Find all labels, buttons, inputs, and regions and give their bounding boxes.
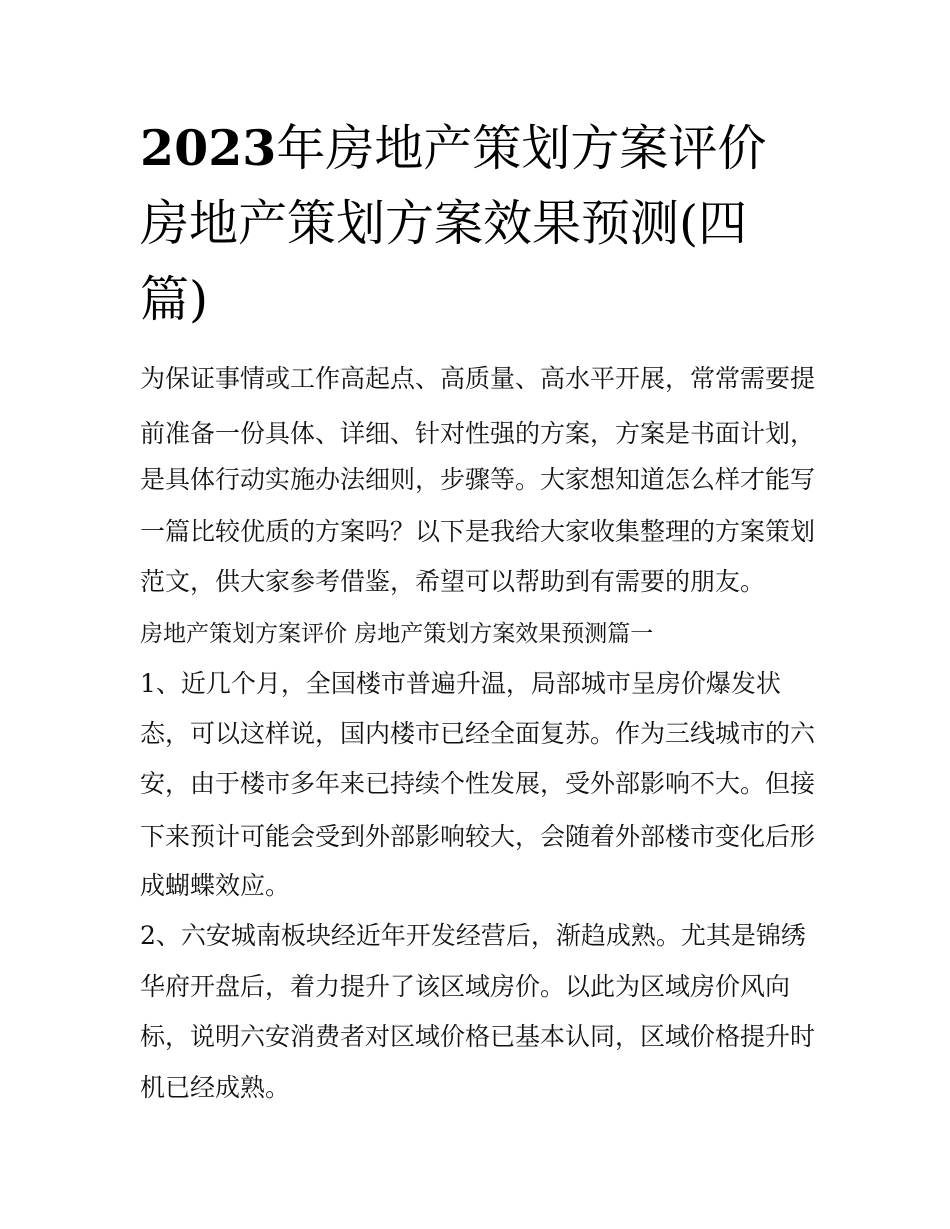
section-heading: 房地产策划方案评价 房地产策划方案效果预测篇一 — [140, 621, 654, 647]
point-2-line-4: 机已经成熟。 — [140, 1073, 291, 1102]
document-title-line-3: 篇) — [140, 271, 209, 328]
intro-line-3: 是具体行动实施办法细则，步骤等。大家想知道怎么样才能写 — [140, 465, 816, 494]
point-2-line-1: 2、六安城南板块经近年开发经营后，渐趋成熟。尤其是锦绣 — [140, 921, 806, 950]
intro-line-5: 范文，供大家参考借鉴，希望可以帮助到有需要的朋友。 — [140, 567, 766, 596]
point-2-line-3: 标，说明六安消费者对区域价格已基本认同，区域价格提升时 — [140, 1022, 816, 1051]
point-1-line-4: 下来预计可能会受到外部影响较大，会随着外部楼市变化后形 — [140, 822, 816, 851]
intro-line-1: 为保证事情或工作高起点、高质量、高水平开展，常常需要提 — [140, 364, 816, 393]
point-2-line-2: 华府开盘后，着力提升了该区域房价。以此为区域房价风向 — [140, 972, 791, 1001]
title-line-1-text: 年房地产策划方案评价 — [276, 120, 767, 177]
point-1-line-3: 安，由于楼市多年来已持续个性发展，受外部影响不大。但接 — [140, 769, 816, 798]
point-1-line-2: 态，可以这样说，国内楼市已经全面复苏。作为三线城市的六 — [140, 719, 816, 748]
document-title-line-1 — [140, 112, 820, 185]
point-1-line-5: 成蝴蝶效应。 — [140, 871, 291, 900]
point-1-line-1: 1、近几个月，全国楼市普遍升温，局部城市呈房价爆发状 — [140, 669, 781, 698]
intro-line-2: 前准备一份具体、详细、针对性强的方案，方案是书面计划， — [140, 419, 816, 448]
document-title-line-2: 房地产策划方案效果预测(四 — [140, 195, 748, 252]
intro-line-4: 一篇比较优质的方案吗？以下是我给大家收集整理的方案策划 — [140, 517, 816, 546]
title-year: 2023 — [140, 119, 277, 177]
